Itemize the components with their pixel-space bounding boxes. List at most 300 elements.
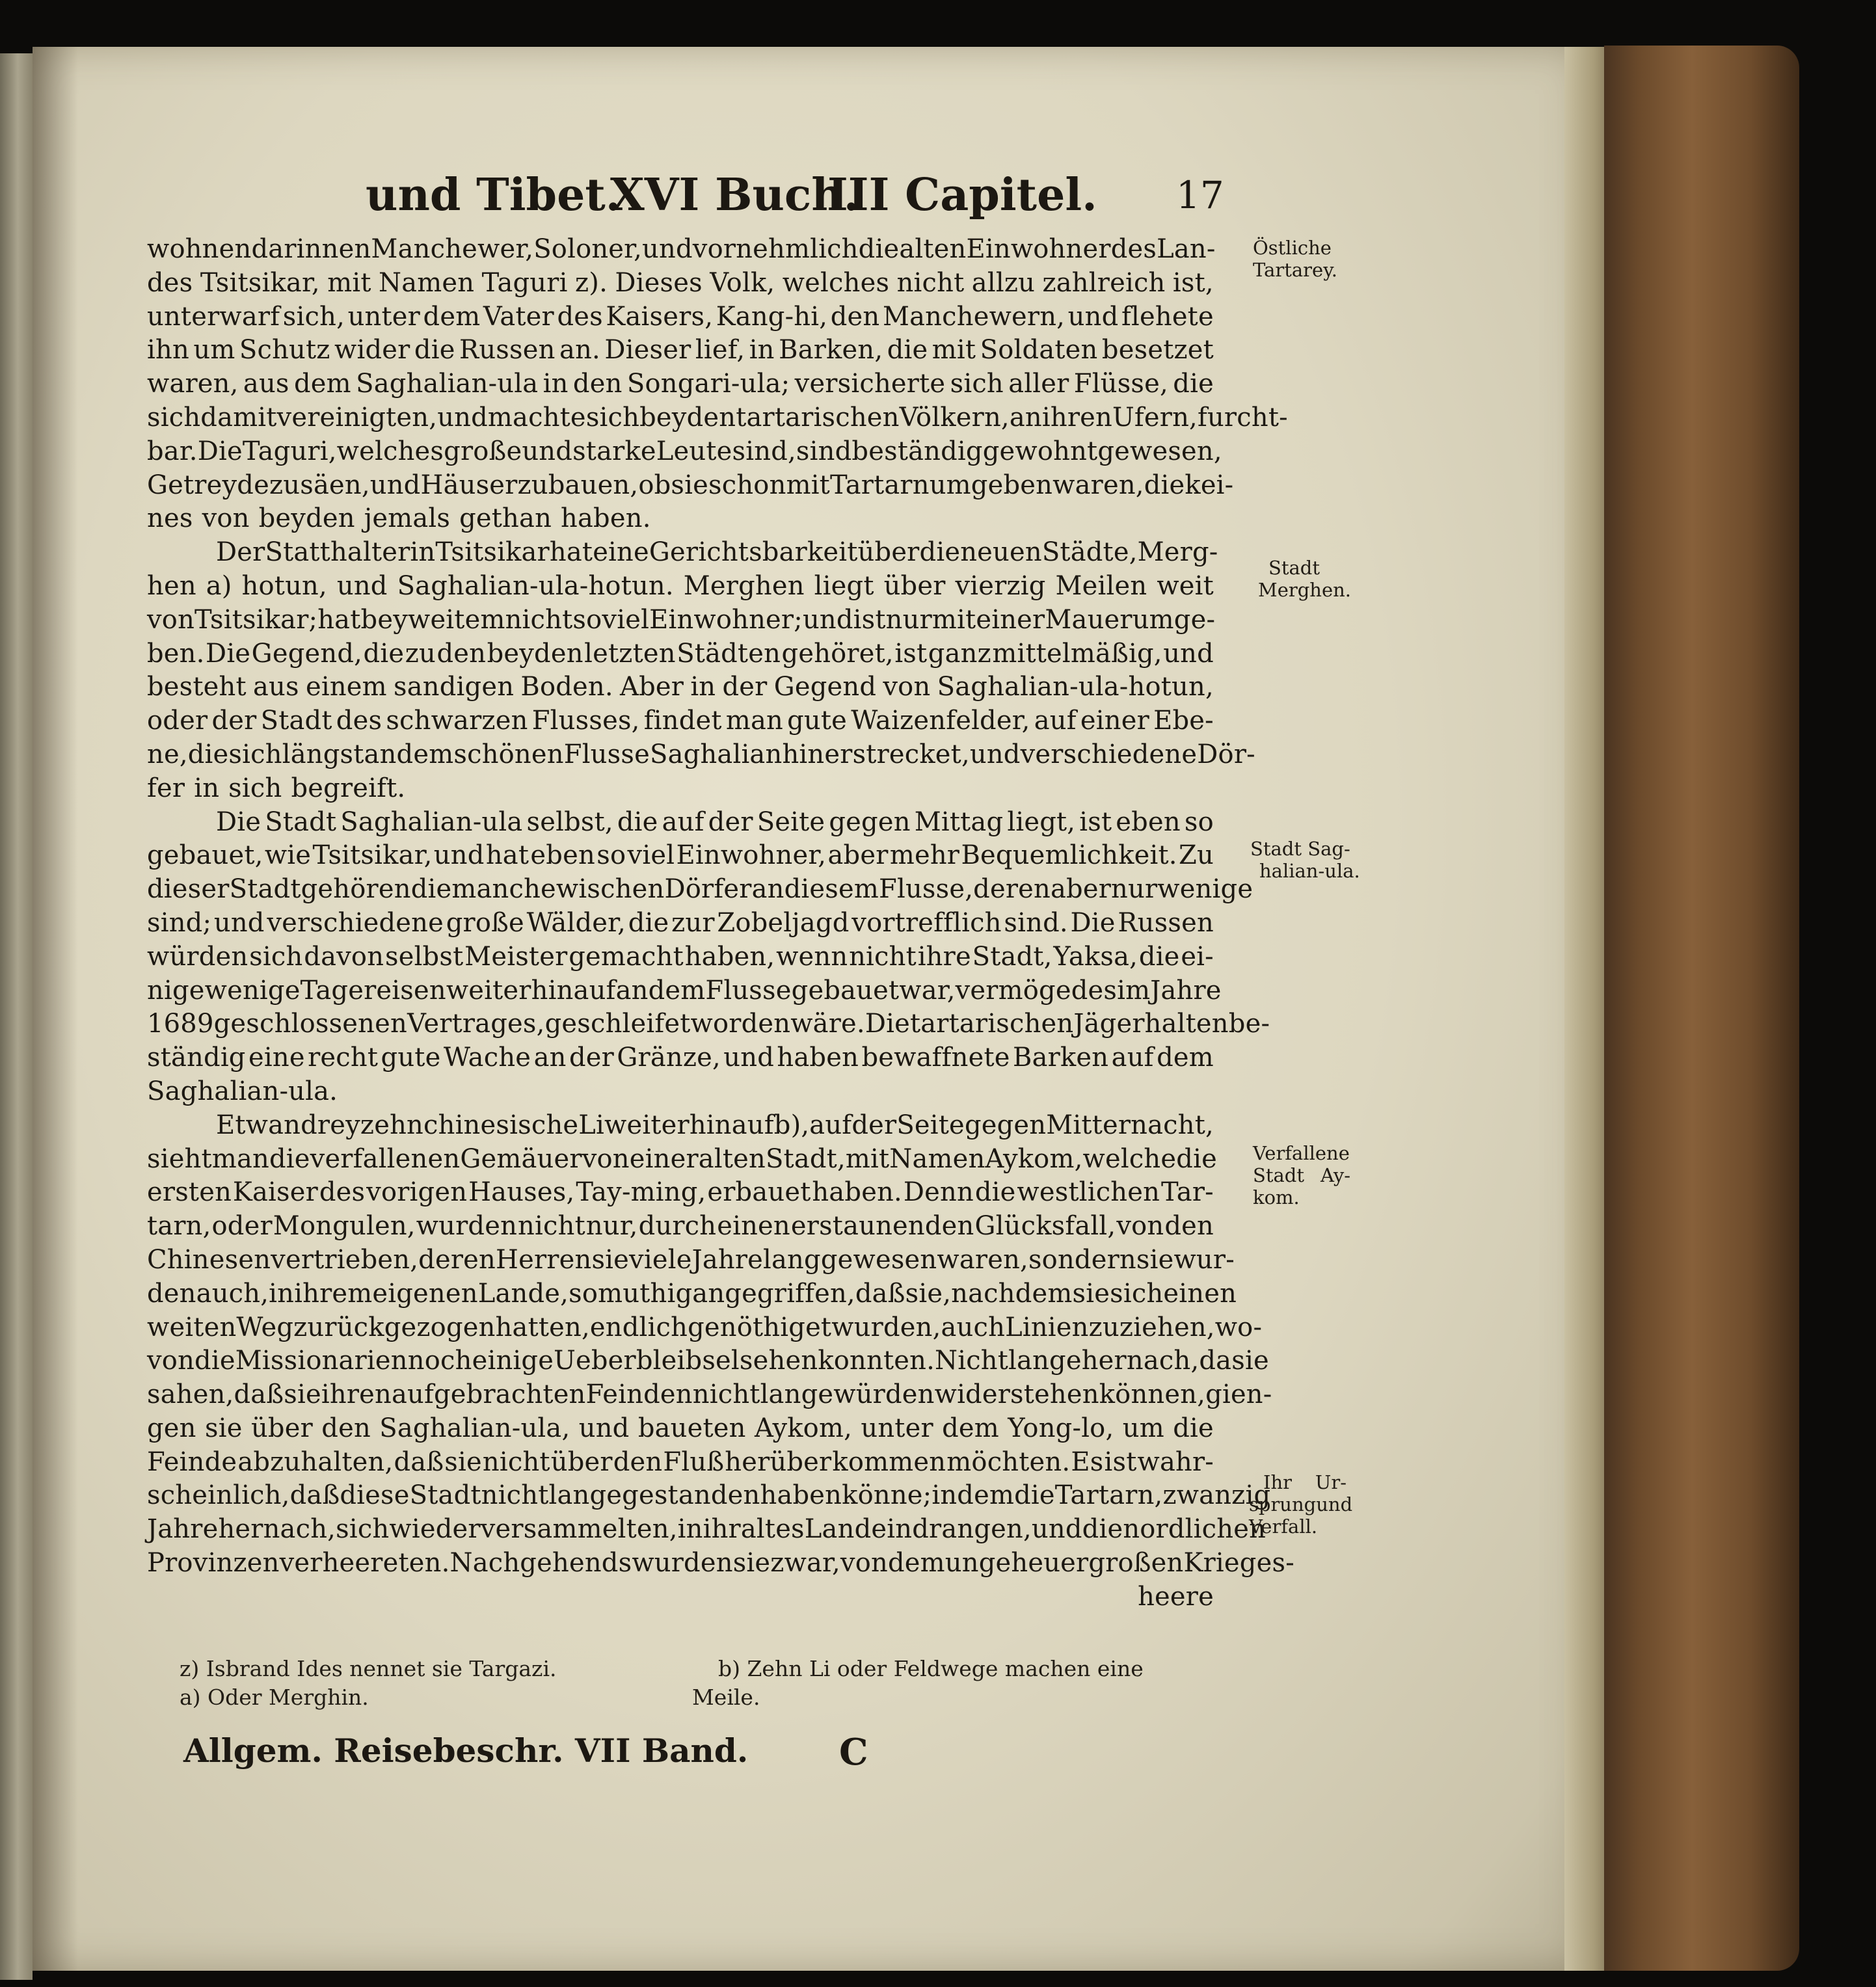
body-word: Jahre (147, 1514, 219, 1545)
body-line (147, 536, 1218, 570)
body-word: sind, (732, 436, 796, 466)
body-word: deren (418, 1244, 496, 1275)
body-word: aber (1051, 874, 1112, 905)
body-word: Land (804, 1514, 872, 1545)
body-word: nicht (481, 1480, 549, 1511)
body-word: sind; (147, 907, 212, 938)
body-word: Lan- (1157, 234, 1216, 264)
body-word: könne; (842, 1480, 932, 1511)
body-word: haben (777, 1043, 859, 1073)
running-head-book: XVI Buch. (610, 169, 859, 221)
body-word: wenn (776, 941, 848, 972)
body-word: alten (899, 234, 967, 264)
margin-note-word: sprung (1249, 1493, 1317, 1515)
body-word: nur (885, 604, 932, 635)
body-word: Völkern, (899, 402, 1010, 433)
body-word: a) (206, 570, 232, 601)
body-word: die (1176, 1143, 1217, 1174)
body-word: aus (243, 369, 289, 399)
body-word: daß (394, 1447, 444, 1477)
body-word: mit (327, 267, 371, 298)
body-line (147, 435, 1222, 469)
body-word: von (582, 1143, 630, 1174)
body-word: so (572, 604, 602, 635)
body-word: aller (1008, 369, 1069, 399)
body-word: Die (864, 1009, 910, 1039)
body-word: letzten (584, 638, 676, 669)
body-line (147, 940, 1214, 974)
body-word: damit (200, 402, 277, 433)
body-word: halten (1144, 1009, 1229, 1039)
body-word: Herren (496, 1244, 592, 1275)
body-word: ihren (1041, 402, 1112, 433)
body-word: lange (760, 1380, 834, 1410)
body-word: diese (340, 1480, 410, 1511)
body-line (147, 367, 1214, 401)
body-word: chinesische (423, 1110, 579, 1140)
body-word: zwanzig (1162, 1480, 1271, 1511)
body-word: geschlossenen (213, 1009, 407, 1039)
body-word: der (211, 706, 257, 736)
body-word: ihren (321, 1380, 392, 1410)
body-word: deren (973, 874, 1051, 905)
body-word: aus (253, 672, 299, 702)
body-word: sich (950, 369, 1004, 399)
footnote-a: a) Oder Merghin. (180, 1685, 369, 1710)
body-word: auf (1034, 706, 1077, 736)
body-word: hernach, (218, 1514, 336, 1545)
margin-note-line: Merghen. (1258, 579, 1352, 601)
leather-binding (1604, 46, 1799, 1971)
margin-note-word: und (1316, 1493, 1353, 1515)
body-word: dem (648, 975, 706, 1006)
body-word: des (147, 267, 193, 298)
body-word: hat (317, 604, 361, 635)
body-word: Die (216, 807, 261, 837)
body-word: Aber (620, 672, 684, 702)
body-word: nicht (518, 1211, 585, 1242)
body-word: Stadt (229, 874, 301, 905)
body-word: Jäger (1073, 1009, 1145, 1039)
body-word: Tsitsikar; (194, 604, 318, 635)
body-word: auch (941, 1312, 1006, 1342)
body-word: Stadt (260, 706, 332, 736)
body-word: und (1067, 301, 1119, 332)
body-line (147, 806, 1214, 840)
body-word: lange (1008, 1346, 1082, 1376)
body-word: heere (1138, 1581, 1214, 1612)
body-word: auf (809, 1110, 852, 1140)
body-word: gehöret, (781, 638, 894, 669)
body-word: Tsitsikar, (312, 840, 433, 871)
body-word: Namen (379, 267, 475, 298)
body-word: mit (931, 335, 976, 366)
body-line (147, 267, 1214, 300)
body-word: Li (578, 1110, 605, 1140)
body-word: lang (763, 1244, 821, 1275)
body-word: scheinlich, (147, 1480, 290, 1511)
body-word: eigenen (372, 1278, 478, 1309)
body-word: wenige (1157, 874, 1253, 905)
body-word: Dieser (604, 335, 691, 366)
page-number: 17 (1176, 173, 1224, 217)
body-line (147, 401, 1288, 435)
body-word: Linien (1005, 1312, 1089, 1342)
body-word: lief, (695, 335, 745, 366)
body-word: oder (211, 1211, 273, 1242)
body-word: 1689 (147, 1009, 214, 1039)
body-word: weiter (446, 975, 531, 1006)
body-word: verschiedene (267, 907, 444, 938)
body-line (147, 1109, 1214, 1143)
body-word: ben. (147, 638, 205, 669)
body-word: weiter (604, 1110, 690, 1140)
body-word: zwar, (770, 1548, 840, 1579)
body-word: und (336, 570, 388, 601)
body-word: einige (472, 1346, 554, 1376)
body-word: an (1009, 402, 1042, 433)
body-word: findet (643, 706, 722, 736)
body-line (147, 1311, 1263, 1345)
body-word: sieht (147, 1143, 212, 1174)
body-word: manchewischen (451, 874, 665, 905)
body-word: Aykom, (985, 1143, 1083, 1174)
body-word: mittelmäßig, (992, 638, 1162, 669)
body-word: Getreyde (147, 470, 269, 500)
body-word: allzu (971, 267, 1036, 298)
body-word: aufgebrachten (391, 1380, 586, 1410)
body-line (147, 1547, 1294, 1580)
body-word: gien- (1205, 1380, 1272, 1410)
body-word: gen (147, 1413, 196, 1443)
body-word: Saghalian-ula. (147, 1076, 338, 1106)
body-word: Feinden (585, 1380, 693, 1410)
body-word: von (1116, 1211, 1164, 1242)
body-word: zurück (293, 1312, 384, 1342)
body-word: selbst, (526, 807, 613, 837)
body-word: viel (627, 840, 675, 871)
body-word: nige (147, 975, 205, 1006)
body-word: der (569, 1043, 614, 1073)
body-word: Stadt, (972, 941, 1052, 972)
body-word: ihn (147, 335, 189, 366)
body-word: Lande, (477, 1278, 569, 1309)
body-word: sich (228, 773, 282, 803)
body-word: hat (485, 840, 529, 871)
body-word: nordlichen (1123, 1514, 1266, 1545)
body-word: und (642, 234, 693, 264)
body-word: dem (942, 1413, 999, 1443)
body-word: dem (293, 369, 351, 399)
body-word: verschiedene (1020, 739, 1198, 769)
body-word: gewesen (820, 1244, 937, 1275)
body-word: Es (1071, 1447, 1104, 1477)
body-word: starke (572, 436, 656, 466)
body-word: mit (931, 604, 976, 635)
body-word: widerstehen (934, 1380, 1099, 1410)
body-word: daß (855, 1278, 905, 1309)
body-word: der (851, 1110, 897, 1140)
body-word: kommen (832, 1447, 946, 1477)
body-word: in (677, 1514, 703, 1545)
body-word: ihrem (294, 1278, 373, 1309)
body-line (147, 637, 1214, 671)
body-word: sich (336, 1514, 390, 1545)
body-word: Statthalter (265, 537, 410, 568)
body-word: und (578, 1413, 630, 1443)
body-word: gebauet (791, 975, 900, 1006)
body-word: eine (593, 537, 649, 568)
body-word: so (596, 840, 626, 871)
body-word: hen (147, 570, 196, 601)
body-word: eben (530, 840, 595, 871)
body-word: Manchewer, (371, 234, 534, 264)
body-word: Denn (903, 1177, 974, 1208)
body-word: flehete (1121, 301, 1214, 332)
body-word: nicht (896, 267, 965, 298)
body-word: ist (894, 638, 928, 669)
margin-note-line: Verfall. (1249, 1515, 1318, 1538)
body-word: Gegend, (251, 638, 363, 669)
body-word: mit (845, 1143, 890, 1174)
footnote-b: b) Zehn Li oder Feldwege machen eine (718, 1656, 1144, 1681)
body-word: Häuser (420, 470, 518, 500)
body-word: die (410, 874, 452, 905)
body-word: viele (629, 1244, 692, 1275)
body-word: Yaksa, (1053, 941, 1138, 972)
body-word: aber (827, 840, 889, 871)
signature-title: Allgem. Reisebeschr. VII Band. (183, 1731, 749, 1770)
body-word: Saghalian-ula-hotun. (397, 570, 674, 601)
body-word: alten (698, 1143, 766, 1174)
body-line (147, 1479, 1271, 1513)
body-word: Ebe- (1153, 706, 1214, 736)
body-word: schwarzen (386, 706, 528, 736)
body-word: gemacht (569, 941, 684, 972)
body-word: die (1082, 1514, 1123, 1545)
body-word: die (628, 907, 669, 938)
body-word: sie, (905, 1278, 952, 1309)
body-word: nicht (849, 941, 917, 972)
body-word: Wache (443, 1043, 531, 1073)
body-line (147, 1176, 1214, 1210)
margin-note-word: Stadt (1253, 1164, 1305, 1186)
body-word: Kaiser (232, 1177, 318, 1208)
body-word: hat (549, 537, 593, 568)
body-word: den (147, 1278, 196, 1309)
body-word: Etwan (216, 1110, 301, 1140)
body-word: Stadt (265, 807, 337, 837)
body-word: baueten (637, 1413, 746, 1443)
body-word: den (830, 301, 880, 332)
body-word: lange (548, 1480, 623, 1511)
body-word: um (1122, 1413, 1164, 1443)
body-word: ihr (703, 1514, 741, 1545)
body-word: dem (423, 301, 481, 332)
body-word: selbst (384, 941, 464, 972)
body-word: um (193, 335, 235, 366)
body-word: sie (591, 1244, 630, 1275)
body-word: Die (206, 638, 251, 669)
body-word: schönen (453, 739, 564, 769)
body-word: Mauer (1045, 604, 1132, 635)
margin-note-verfallene-stadt (1253, 1142, 1350, 1208)
body-word: Taguri, (242, 436, 337, 466)
body-word: recht (308, 1043, 379, 1073)
body-word: Kaisers, (606, 301, 714, 332)
gutter-shadow (33, 47, 78, 1971)
body-word: Jahre (691, 1244, 764, 1275)
body-word: Mitternacht, (1046, 1110, 1214, 1140)
body-word: Vater (483, 301, 554, 332)
body-word: und (437, 402, 488, 433)
body-word: Volk, (710, 267, 775, 298)
facing-page-edge (0, 53, 33, 1980)
body-word: Flüsse, (1073, 369, 1168, 399)
body-line (147, 1277, 1237, 1311)
body-word: daß (234, 1380, 284, 1410)
body-word: ob (638, 470, 671, 500)
body-word: sich (249, 941, 303, 972)
body-word: die (1014, 1480, 1055, 1511)
body-word: Ueberbleibsel (554, 1346, 740, 1376)
body-word: indem (931, 1480, 1015, 1511)
body-word: den (1164, 1211, 1214, 1242)
body-word: da (1199, 1346, 1232, 1376)
body-word: Gemäuer (460, 1143, 582, 1174)
body-word: besetzet (1101, 335, 1214, 366)
body-word: Taguri (481, 267, 568, 298)
body-word: den (613, 1447, 663, 1477)
body-word: Saghalian (649, 739, 783, 769)
body-word: ne, (147, 739, 188, 769)
body-word: und (433, 840, 485, 871)
body-word: und (1031, 1514, 1082, 1545)
body-word: die (1173, 369, 1214, 399)
body-word: gute (381, 1043, 441, 1073)
body-word: haben, (684, 941, 775, 972)
body-word: Chinesen (147, 1244, 271, 1275)
body-line (147, 772, 1214, 806)
body-word: des (557, 301, 603, 332)
body-word: der (722, 672, 768, 702)
body-word: liegt (814, 570, 874, 601)
body-line (147, 1580, 1214, 1614)
margin-note-line: Stadt Sag- (1250, 838, 1350, 860)
body-word: wohnen (147, 234, 252, 264)
body-line (147, 334, 1214, 367)
body-line (147, 604, 1214, 637)
body-word: vornehmlich (692, 234, 859, 264)
body-word: des (336, 706, 382, 736)
body-word: wider (334, 335, 410, 366)
body-word: nicht (692, 1380, 760, 1410)
body-word: von (147, 1346, 195, 1376)
body-word: nachdem (951, 1278, 1073, 1309)
body-word: Boden. (520, 672, 613, 702)
body-word: zahlreich (1042, 267, 1166, 298)
body-word: vereinigten, (276, 402, 438, 433)
body-word: gehören (301, 874, 411, 905)
body-word: bey (639, 402, 687, 433)
body-word: waren, (937, 1244, 1028, 1275)
body-word: Saghalian-ula (356, 369, 539, 399)
body-word: gestanden (622, 1480, 760, 1511)
body-word: man (725, 706, 783, 736)
body-word: Der (216, 537, 265, 568)
body-word: an (615, 975, 649, 1006)
body-word: abzuhalten, (237, 1447, 394, 1477)
body-word: davon (304, 941, 384, 972)
body-word: sondern (1028, 1244, 1136, 1275)
body-word: Gränze, (617, 1043, 721, 1073)
body-word: und (969, 739, 1021, 769)
body-word: wurden, (831, 1312, 941, 1342)
body-word: tartarischen (736, 402, 900, 433)
body-word: die (887, 335, 928, 366)
margin-note-line: Verfallene (1253, 1142, 1350, 1164)
margin-note-line: Tartarey. (1253, 259, 1337, 281)
body-word: Namen (889, 1143, 985, 1174)
body-word: und (802, 604, 853, 635)
body-word: einen (1163, 1278, 1237, 1309)
body-word: Zobeljagd (717, 907, 850, 938)
body-word: dieser (147, 874, 230, 905)
body-word: von (147, 604, 195, 635)
body-line (147, 1446, 1214, 1480)
body-word: von (840, 1548, 888, 1579)
body-word: Tagereisen (300, 975, 446, 1006)
body-word: die (1144, 470, 1185, 500)
body-word: unter (347, 301, 420, 332)
body-word: Glücksfall, (974, 1211, 1116, 1242)
body-word: weiten (147, 1312, 237, 1342)
body-word: Stadt (409, 1480, 481, 1511)
body-word: auf (1111, 1043, 1154, 1073)
body-word: an. (559, 335, 600, 366)
margin-note-ursprung-verfall (1249, 1471, 1353, 1538)
body-word: tartarischen (909, 1009, 1074, 1039)
body-word: Merghen (683, 570, 805, 601)
body-word: Nicht (935, 1346, 1009, 1376)
body-word: zur (671, 907, 715, 938)
body-word: beständig (851, 436, 983, 466)
margin-note-stadt-saghalian (1250, 838, 1360, 882)
body-word: bauen, (548, 470, 639, 500)
body-word: die (187, 739, 229, 769)
body-word: an (364, 739, 397, 769)
body-word: sie (732, 1548, 771, 1579)
body-word: versicherte (794, 369, 946, 399)
margin-note-line: halian-ula. (1259, 860, 1360, 882)
body-word: die (974, 1177, 1016, 1208)
body-word: waren, (1052, 470, 1144, 500)
footnote-b-continued: Meile. (692, 1685, 760, 1710)
body-word: eindrangen, (871, 1514, 1032, 1545)
body-word: den (321, 1413, 371, 1443)
body-word: sandigen (393, 672, 515, 702)
body-word: mehr (889, 840, 960, 871)
body-word: der (708, 807, 753, 837)
body-word: altes (740, 1514, 805, 1545)
body-word: Russen (1118, 907, 1214, 938)
body-word: Saghalian-ula (340, 807, 523, 837)
body-word: säen, (300, 470, 370, 500)
body-word: Aykom, (754, 1413, 853, 1443)
body-line (147, 502, 1214, 536)
body-word: großen (1088, 1548, 1184, 1579)
body-word: Nachgehends (449, 1548, 632, 1579)
